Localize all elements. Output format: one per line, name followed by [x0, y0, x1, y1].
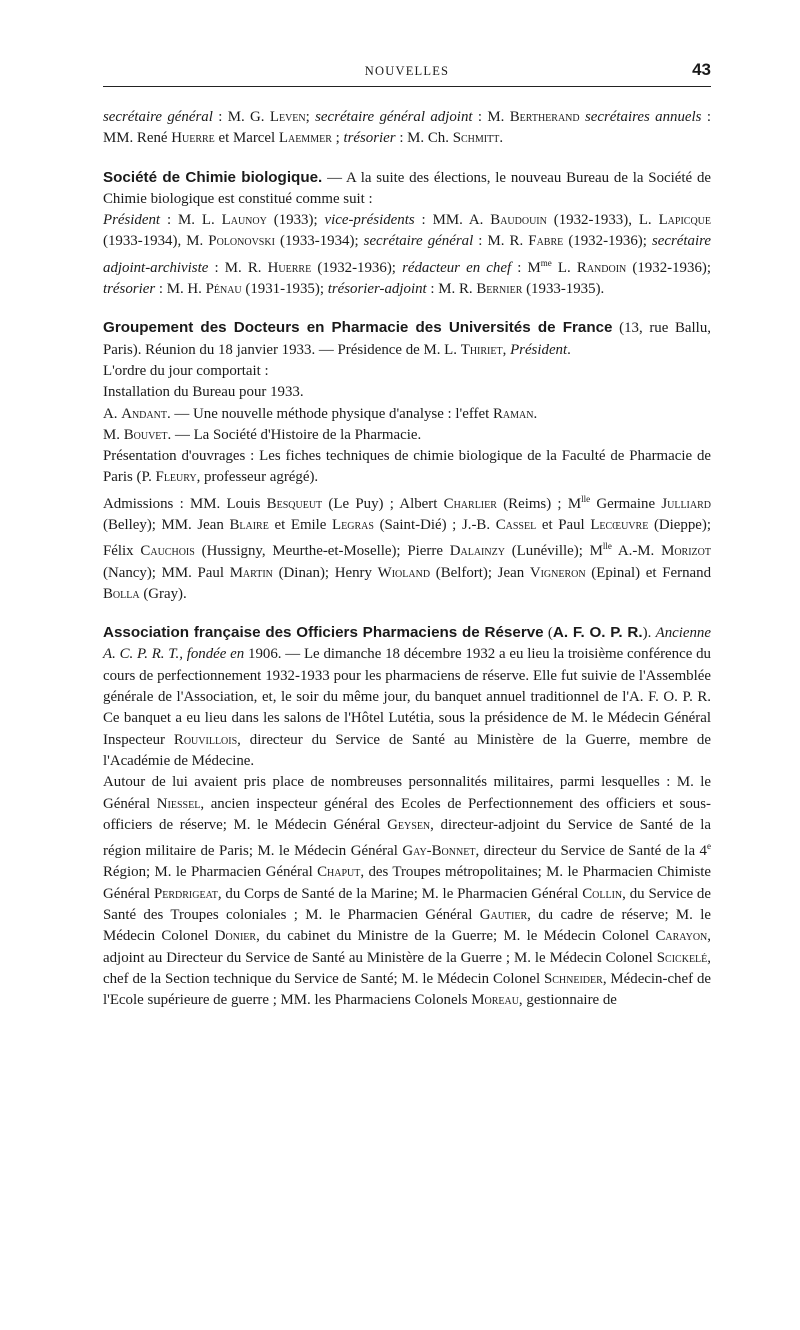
text-run: Admissions : MM. Louis — [103, 495, 267, 512]
document-page — [103, 58, 711, 1011]
person-name: Cassel — [495, 516, 537, 533]
text-run: : M. L. — [160, 212, 222, 229]
text-run: (1932-1933), L. — [546, 212, 659, 229]
text-run: , ancien inspecteur général des Ecoles de Perfectionnement des officiers et sous-officiers de réserve; M. le Médecin Général — [103, 795, 711, 833]
text-run: . — Une nouvelle méthode physique d'analyse : l'effet — [166, 405, 493, 422]
text-run: : M. — [472, 109, 510, 125]
paragraph — [103, 167, 711, 211]
text-run: (Gray). — [139, 585, 187, 602]
person-name: Cauchois — [140, 543, 195, 560]
person-name: Legras — [332, 516, 374, 533]
paragraph — [103, 317, 711, 361]
text-run: , du cadre de réserve; M. le Médecin Colonel — [103, 906, 711, 945]
text-run: . — [533, 405, 538, 422]
person-name: Bernier — [476, 281, 523, 298]
person-name: Raman — [492, 405, 534, 422]
running-title: NOUVELLES — [364, 64, 450, 78]
text-run: ). — [642, 625, 656, 642]
text-run: , directeur-adjoint du Service de Santé de la région militaire de Paris; M. le Médecin Général — [103, 816, 711, 860]
text-run: : MM. René — [103, 109, 711, 147]
person-name: Dalainzy — [449, 543, 505, 560]
section-heading: A. F. O. P. R. — [552, 624, 643, 642]
text-run: : M — [511, 259, 541, 276]
person-name: Niessel — [156, 795, 201, 812]
person-name: Vigneron — [529, 564, 586, 581]
section-gap — [103, 150, 711, 167]
person-name: Gay-Bonnet — [402, 843, 476, 860]
person-name: Blaire — [229, 516, 269, 533]
person-name: Bouvet — [123, 426, 168, 443]
superscript: lle — [602, 541, 612, 552]
text-run: L. — [551, 259, 577, 276]
text-run: (1933); — [266, 212, 325, 229]
paragraph — [103, 404, 711, 425]
person-name: Pénau — [205, 281, 242, 298]
text-run: (Belley); MM. Jean — [103, 516, 230, 533]
superscript: lle — [581, 493, 591, 504]
person-name: Bolla — [103, 585, 140, 602]
text-run: (Belfort); Jean — [430, 564, 530, 581]
text-run: 1906. — Le dimanche 18 décembre 1932 a eu lieu la troisième conférence du cours de perfectionnement 1932-1933 pour les pharmaciens de réserve. Elle fut suivie de l'Assemblée générale de l'Association, et, le soir du même jour, du banquet annuel traditionnel de l'A. F. O. P. R. Ce banquet a eu lieu dans les salons de l'Hôtel Lutétia, sous la présidence de M. le Médecin Général Inspecteur — [103, 646, 711, 748]
text-run: et Marcel — [214, 130, 279, 147]
section-heading: Société de Chimie biologique. — [103, 168, 323, 186]
text-run: , Médecin-chef de l'Ecole supérieure de guerre ; MM. les Pharmaciens Colonels — [103, 970, 711, 1009]
italic-text: secrétaire général adjoint — [315, 109, 473, 125]
text-run: et Paul — [536, 516, 591, 533]
italic-text: secrétaire général — [103, 109, 213, 125]
italic-text: secrétaires annuels — [585, 109, 702, 125]
person-name: Collin — [582, 885, 623, 902]
italic-text: secrétaire adjoint-archiviste — [103, 233, 711, 276]
text-run: , chef de la Section technique du Service de Santé; M. le Médecin Colonel — [103, 949, 711, 987]
paragraph — [103, 622, 711, 772]
text-run: , adjoint au Directeur du Service de Santé au Ministère de la Guerre ; M. le Médecin Colonel — [103, 928, 711, 966]
italic-text: Ancienne A. C. P. R. T., fondée en — [103, 625, 711, 663]
person-name: Huerre — [267, 259, 312, 276]
italic-text: trésorier — [103, 281, 156, 298]
paragraph — [103, 489, 711, 605]
section-gap — [103, 605, 711, 622]
text-run: , directeur du Service de Santé de la 4 — [475, 843, 708, 860]
text-run: Germaine — [590, 495, 662, 512]
text-run: et Emile — [268, 516, 333, 533]
text-run: (Nancy); MM. Paul — [103, 564, 230, 581]
paragraph — [103, 446, 711, 489]
article-body — [103, 107, 711, 1011]
person-name: Morizot — [661, 543, 711, 560]
running-header — [103, 58, 711, 87]
person-name: Perdrigeat — [153, 885, 218, 902]
person-name: Fabre — [528, 233, 564, 250]
text-run: . — [499, 130, 504, 147]
text-run: (1932-1936); — [626, 259, 711, 276]
text-run: : M. R. — [208, 259, 268, 276]
text-run: : M. Ch. — [395, 130, 453, 147]
person-name: Lecœuvre — [590, 516, 649, 533]
person-name: Geysen — [387, 816, 431, 833]
text-run: (1933-1934); — [274, 233, 364, 250]
person-name: Randoin — [576, 259, 627, 276]
text-run: — A la suite des élections, le nouveau Bureau de la Société de Chimie biologique est constitué comme suit : — [103, 169, 711, 207]
italic-text: trésorier — [343, 130, 396, 147]
text-run: (Reims) ; M — [496, 495, 582, 512]
paragraph — [103, 361, 711, 382]
person-name: Carayon — [655, 928, 708, 945]
text-run: : MM. A. — [414, 212, 491, 229]
text-run: , professeur agrégé). — [196, 469, 319, 486]
text-run: Présentation d'ouvrages : Les fiches techniques de chimie biologique de la Faculté de Pharmacie de Paris (P. — [103, 448, 711, 486]
person-name: Besqueut — [266, 495, 323, 512]
superscript: e — [707, 841, 712, 852]
text-run: (1932-1936); — [311, 259, 403, 276]
text-run: (Hussigny, Meurthe-et-Moselle); Pierre — [194, 543, 450, 560]
text-run: : M. R. — [473, 233, 529, 250]
section-heading: Groupement des Docteurs en Pharmacie des Universités de France — [103, 319, 613, 337]
paragraph — [103, 425, 711, 446]
person-name: Thiriet — [460, 341, 503, 358]
person-name: Moreau — [471, 992, 519, 1009]
superscript: me — [540, 257, 552, 268]
text-run: . — La Société d'Histoire de la Pharmacie. — [167, 426, 422, 443]
text-run: : M. G. — [212, 109, 270, 125]
person-name: Bertherand — [509, 109, 580, 125]
text-run: M. — [103, 426, 124, 443]
person-name: Fleury — [155, 469, 197, 486]
person-name: Schneider — [543, 970, 603, 987]
person-name: Launoy — [221, 212, 267, 229]
text-run: (Dinan); Henry — [272, 564, 378, 581]
text-run: : M. H. — [155, 281, 206, 298]
person-name: Donier — [214, 928, 257, 945]
text-run: (1931-1935); — [241, 281, 328, 298]
person-name: Lapicque — [658, 212, 711, 229]
person-name: Rouvillois — [173, 731, 238, 748]
person-name: Polonovski — [208, 233, 275, 250]
text-run: . — [567, 341, 571, 358]
paragraph — [103, 107, 711, 150]
text-run: (Saint-Dié) ; J.-B. — [373, 516, 496, 533]
person-name: Wioland — [377, 564, 431, 581]
text-run: , du Corps de Santé de la Marine; M. le Pharmacien Général — [217, 885, 583, 902]
italic-text: secrétaire général — [363, 233, 474, 250]
italic-text: vice-présidents — [324, 212, 415, 229]
text-run: (Lunéville); M — [504, 543, 603, 560]
text-run: , du Service de Santé des Troupes coloniales ; M. le Pharmacien Général — [103, 885, 711, 923]
italic-text: trésorier-adjoint — [327, 281, 427, 298]
text-run: (1932-1936); — [563, 233, 652, 250]
person-name: Scickelé — [656, 949, 708, 966]
text-run: , directeur du Service de Santé au Ministère de la Guerre, membre de l'Académie de Médecine. — [103, 731, 711, 769]
italic-text: Président — [103, 212, 161, 229]
text-run: Région; M. le Pharmacien Général — [103, 864, 318, 881]
text-run: ; — [331, 130, 344, 147]
text-run: (Epinal) et Fernand — [585, 564, 712, 581]
italic-text: rédacteur en chef — [402, 259, 512, 276]
text-run: (13, rue Ballu, Paris). Réunion du 18 janvier 1933. — Présidence de M. L. — [103, 320, 711, 358]
text-run: , gestionnaire de — [518, 992, 617, 1009]
paragraph — [103, 382, 711, 403]
italic-text: Président — [510, 341, 568, 358]
text-run: ( — [543, 625, 553, 642]
text-run: L'ordre du jour comportait : — [103, 362, 269, 379]
text-run: (Dieppe); Félix — [103, 516, 711, 560]
person-name: Baudouin — [490, 212, 547, 229]
text-run: : M. R. — [426, 281, 477, 298]
person-name: Chaput — [317, 864, 361, 881]
person-name: Charlier — [443, 495, 497, 512]
text-run: ; — [305, 109, 316, 125]
section-heading: Association française des Officiers Pharmaciens de Réserve — [103, 624, 544, 642]
text-run: , du cabinet du Ministre de la Guerre; M. le Médecin Colonel — [256, 928, 656, 945]
person-name: Gautier — [479, 906, 528, 923]
person-name: Andant — [121, 405, 167, 422]
person-name: Julliard — [661, 495, 712, 512]
text-run: , des Troupes métropolitaines; M. le Pharmacien Chimiste Général — [103, 864, 711, 902]
text-run: (1933-1935). — [522, 281, 605, 298]
paragraph — [103, 210, 711, 300]
section-gap — [103, 300, 711, 317]
person-name: Martin — [229, 564, 273, 581]
text-run: (1933-1934), M. — [103, 233, 209, 250]
paragraph — [103, 772, 711, 1011]
person-name: Schmitt — [452, 130, 500, 147]
text-run: Autour de lui avaient pris place de nombreuses personnalités militaires, parmi lesquelles : M. le Général — [103, 774, 711, 812]
person-name: Huerre — [171, 130, 215, 147]
person-name: Laemmer — [278, 130, 332, 147]
text-run: Installation du Bureau pour 1933. — [103, 384, 304, 401]
page-number: 43 — [692, 60, 711, 79]
text-run: A.-M. — [611, 543, 662, 560]
text-run: A. — [103, 405, 122, 422]
text-run: (Le Puy) ; Albert — [322, 495, 444, 512]
text-run: , — [502, 341, 511, 358]
person-name: Leven — [269, 109, 306, 125]
